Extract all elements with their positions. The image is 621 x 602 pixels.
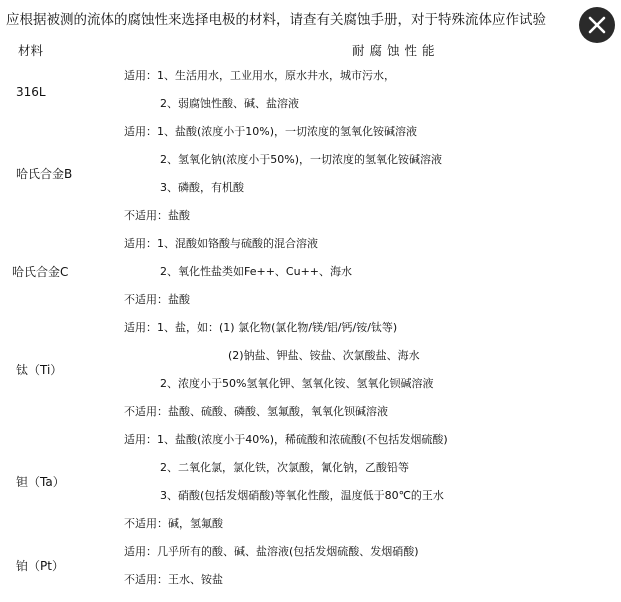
property-line: 2、浓度小于50%氢氧化钾、氢氧化铵、氢氧化钡碱溶液	[160, 377, 434, 390]
column-header-property: 耐腐蚀性能	[352, 43, 440, 58]
close-button[interactable]	[579, 7, 615, 43]
property-line: 适用：1、生活用水，工业用水，原水井水，城市污水，	[124, 69, 395, 82]
property-line: 适用：1、盐，如：(1) 氯化物(氯化物/镁/铝/钙/铵/钛等)	[124, 321, 398, 334]
material-tantalum: 钽（Ta）	[16, 475, 65, 489]
property-line: 适用：1、混酸如铬酸与硫酸的混合溶液	[124, 237, 318, 250]
property-line: 不适用：碱，氢氟酸	[124, 517, 223, 530]
material-titanium: 钛（Ti）	[16, 363, 63, 377]
property-line: 不适用：盐酸	[124, 209, 190, 222]
property-line: 适用：1、盐酸(浓度小于40%)，稀硫酸和浓硫酸(不包括发烟硫酸)	[124, 433, 448, 446]
column-header-material: 材料	[18, 43, 44, 58]
close-icon	[588, 16, 606, 34]
property-line: 3、磷酸，有机酸	[160, 181, 244, 194]
material-316l: 316L	[16, 85, 46, 99]
property-line: 不适用：盐酸	[124, 293, 190, 306]
intro-text: 应根据被测的流体的腐蚀性来选择电极的材料，请查有关腐蚀手册，对于特殊流体应作试验	[6, 12, 546, 28]
property-line: 3、硝酸(包括发烟硝酸)等氧化性酸，温度低于80℃的王水	[160, 489, 444, 502]
property-line: 适用：几乎所有的酸、碱、盐溶液(包括发烟硫酸、发烟硝酸)	[124, 545, 419, 558]
material-hastelloy-c: 哈氏合金C	[12, 265, 69, 279]
property-line: 不适用：盐酸、硫酸、磷酸、氢氟酸，氧氧化钡碱溶液	[124, 405, 388, 418]
property-line: 2、二氧化氯，氯化铁，次氯酸，氰化钠，乙酸铅等	[160, 461, 409, 474]
property-line: 适用：1、盐酸(浓度小于10%)，一切浓度的氢氧化铵碱溶液	[124, 125, 418, 138]
material-platinum: 铂（Pt）	[16, 559, 64, 573]
material-hastelloy-b: 哈氏合金B	[16, 167, 73, 181]
property-line: (2)钠盐、钾盐、铵盐、次氯酸盐、海水	[228, 349, 420, 362]
property-line: 2、弱腐蚀性酸、碱、盐溶液	[160, 97, 299, 110]
property-line: 不适用：王水、铵盐	[124, 573, 223, 586]
property-line: 2、氧化性盐类如Fe++、Cu++、海水	[160, 265, 353, 278]
property-line: 2、氢氧化钠(浓度小于50%)，一切浓度的氢氧化铵碱溶液	[160, 153, 443, 166]
